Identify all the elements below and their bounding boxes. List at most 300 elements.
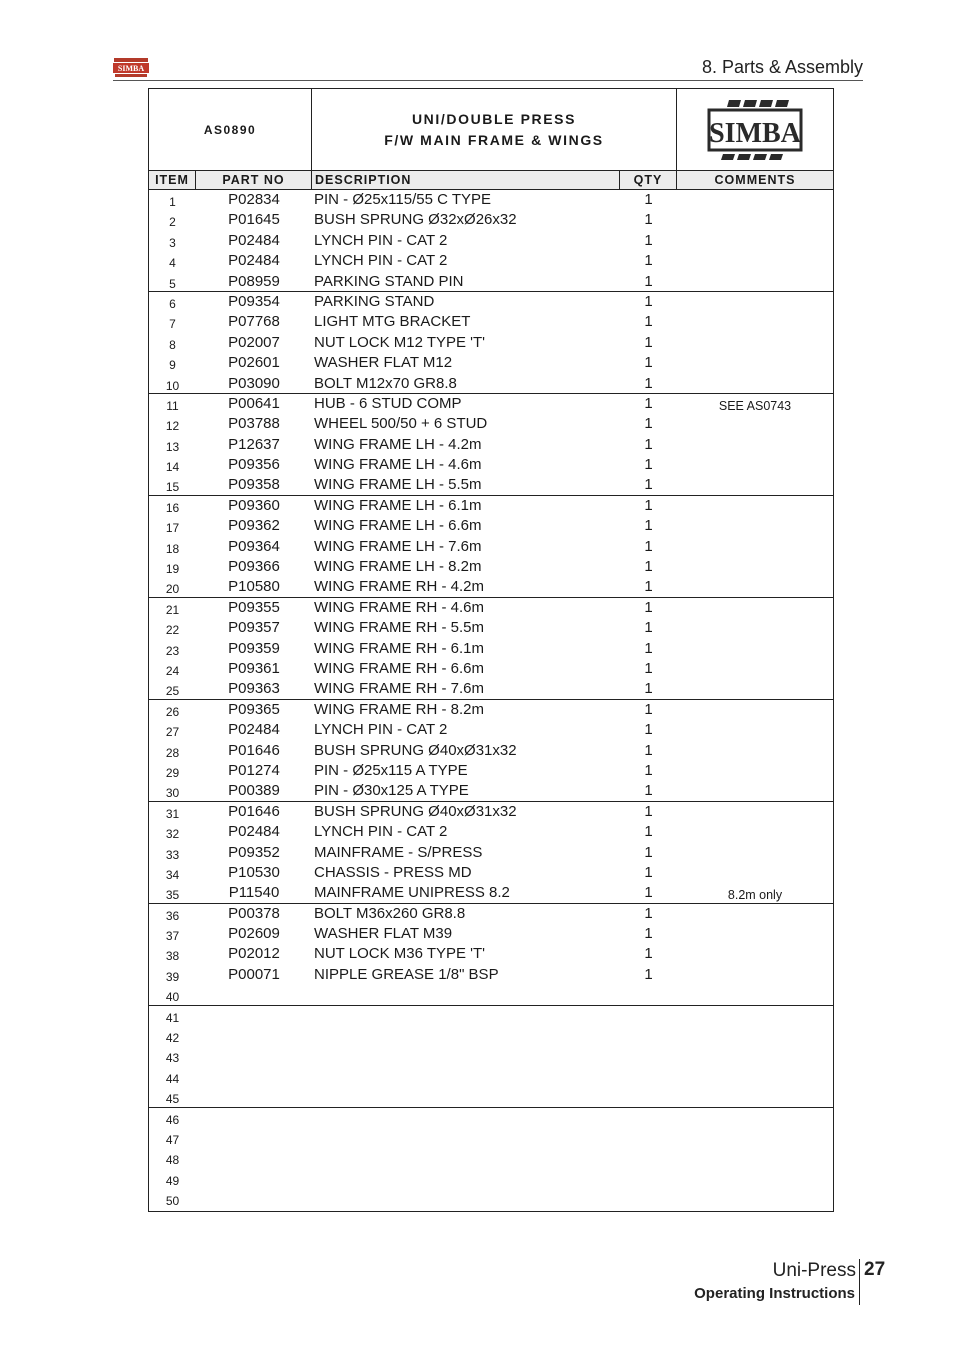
- row-part-no: P09365: [228, 700, 280, 718]
- row-comment: [677, 641, 833, 661]
- row-item: 15: [165, 480, 180, 495]
- footer-subtitle: Operating Instructions: [694, 1285, 855, 1302]
- row-description: [314, 1108, 620, 1128]
- row-part-no: P11540: [228, 884, 280, 902]
- row-comment: [677, 559, 833, 579]
- row-part-no: P01646: [228, 741, 280, 759]
- row-item: 44: [165, 1071, 180, 1086]
- row-part-no: P03090: [228, 374, 280, 392]
- footer-divider: [859, 1259, 860, 1305]
- row-qty: 1: [644, 680, 653, 698]
- table-row: [149, 802, 833, 822]
- row-item: 3: [169, 235, 176, 250]
- row-part-no: [196, 1087, 312, 1107]
- col-desc-header: DESCRIPTION: [312, 171, 620, 190]
- row-part-no: P02609: [228, 925, 280, 943]
- row-qty: 1: [644, 843, 653, 861]
- row-part-no: P09352: [228, 843, 280, 861]
- row-item: 43: [165, 1051, 180, 1066]
- row-item: 7: [169, 317, 176, 332]
- row-description: PIN - Ø25x115 A TYPE: [314, 761, 468, 779]
- table-row: [149, 231, 833, 251]
- row-comment: [677, 1028, 833, 1048]
- row-comment: [677, 1069, 833, 1089]
- row-qty: [620, 1189, 677, 1209]
- table-row: [149, 210, 833, 230]
- row-qty: 1: [644, 435, 653, 453]
- row-part-no: [196, 1046, 312, 1066]
- row-comment: [677, 1008, 833, 1028]
- row-comment: [677, 212, 833, 232]
- table-row: [149, 944, 833, 964]
- row-part-no: P07768: [228, 313, 280, 331]
- assembly-code: AS0890: [149, 89, 312, 171]
- row-item: 19: [165, 562, 180, 577]
- row-part-no: P09362: [228, 517, 280, 535]
- row-comment: [677, 253, 833, 273]
- parts-sheet: [148, 88, 834, 1212]
- row-comment: [677, 274, 833, 294]
- table-row: [149, 843, 833, 863]
- row-description: WING FRAME RH - 6.6m: [314, 659, 485, 677]
- row-qty: 1: [644, 456, 653, 474]
- row-description: [314, 1046, 620, 1066]
- table-row: [149, 496, 833, 516]
- row-item: 31: [165, 806, 180, 821]
- table-row: [149, 781, 833, 801]
- table-row: [149, 761, 833, 781]
- row-description: WING FRAME LH - 6.1m: [314, 496, 482, 514]
- row-comment: [677, 1150, 833, 1170]
- row-description: [314, 1087, 620, 1107]
- row-description: WASHER FLAT M12: [314, 354, 453, 372]
- row-comment: [677, 967, 833, 987]
- row-item: 13: [165, 439, 180, 454]
- row-description: LYNCH PIN - CAT 2: [314, 823, 448, 841]
- row-qty: 1: [644, 904, 653, 922]
- row-part-no: [196, 1026, 312, 1046]
- row-description: WING FRAME LH - 7.6m: [314, 537, 482, 555]
- row-item: 17: [165, 521, 180, 536]
- row-comment: [677, 824, 833, 844]
- row-part-no: P01646: [228, 802, 280, 820]
- row-part-no: [196, 1148, 312, 1168]
- row-comment: [677, 702, 833, 722]
- row-comment: [677, 906, 833, 926]
- table-row: [149, 1128, 833, 1148]
- row-qty: [620, 1169, 677, 1189]
- row-comment: SEE AS0743: [718, 398, 792, 413]
- row-item: 20: [165, 582, 180, 597]
- row-comment: 8.2m only: [727, 888, 783, 903]
- assembly-title: [312, 89, 677, 171]
- table-row: [149, 333, 833, 353]
- table-row: [149, 1148, 833, 1168]
- row-description: NUT LOCK M36 TYPE 'T': [314, 945, 486, 963]
- row-comment: [677, 1171, 833, 1191]
- assembly-title-line1: UNI/DOUBLE PRESS: [411, 111, 577, 127]
- table-row: [149, 251, 833, 271]
- row-item: 9: [169, 358, 176, 373]
- row-qty: 1: [644, 639, 653, 657]
- table-row: [149, 639, 833, 659]
- row-item: 46: [165, 1112, 180, 1127]
- row-qty: [620, 1067, 677, 1087]
- row-qty: 1: [644, 823, 653, 841]
- parts-list: [149, 190, 833, 1210]
- row-part-no: P10530: [228, 863, 280, 881]
- row-description: WING FRAME RH - 8.2m: [314, 700, 485, 718]
- row-part-no: [196, 1108, 312, 1128]
- table-row: [149, 1169, 833, 1189]
- table-row: [149, 312, 833, 332]
- row-part-no: [196, 1128, 312, 1148]
- table-row: [149, 1067, 833, 1087]
- row-comment: [677, 376, 833, 396]
- row-comment: [677, 498, 833, 518]
- row-comment: [677, 1191, 833, 1211]
- row-comment: [677, 294, 833, 314]
- row-comment: [677, 987, 833, 1007]
- row-part-no: P01645: [228, 211, 280, 229]
- row-description: LYNCH PIN - CAT 2: [314, 252, 448, 270]
- row-qty: 1: [644, 292, 653, 310]
- row-description: WING FRAME RH - 5.5m: [314, 619, 485, 637]
- row-description: LIGHT MTG BRACKET: [314, 313, 471, 331]
- row-item: 48: [165, 1153, 180, 1168]
- row-description: WING FRAME RH - 7.6m: [314, 680, 485, 698]
- row-comment: [677, 457, 833, 477]
- row-item: 34: [165, 867, 180, 882]
- table-row: [149, 904, 833, 924]
- table-row: [149, 272, 833, 292]
- row-qty: 1: [644, 945, 653, 963]
- table-row: [149, 455, 833, 475]
- row-qty: 1: [644, 659, 653, 677]
- row-comment: [677, 335, 833, 355]
- row-qty: 1: [644, 537, 653, 555]
- row-item: 1: [169, 195, 176, 209]
- table-row: [149, 557, 833, 577]
- table-row: [149, 1046, 833, 1066]
- row-comment: [677, 722, 833, 742]
- table-row: [149, 679, 833, 699]
- row-qty: 1: [644, 700, 653, 718]
- row-item: 33: [165, 847, 180, 862]
- row-qty: 1: [644, 496, 653, 514]
- row-item: 14: [165, 460, 180, 475]
- row-comment: [677, 1089, 833, 1109]
- row-qty: 1: [644, 394, 653, 412]
- row-part-no: P09356: [228, 456, 280, 474]
- row-comment: [677, 416, 833, 436]
- row-item: 5: [169, 276, 176, 291]
- row-description: LYNCH PIN - CAT 2: [314, 231, 448, 249]
- row-item: 25: [165, 684, 180, 699]
- row-comment: [677, 600, 833, 620]
- row-qty: 1: [644, 333, 653, 351]
- row-item: 24: [165, 663, 180, 678]
- row-qty: 1: [644, 802, 653, 820]
- row-item: 35: [165, 888, 180, 903]
- row-description: WING FRAME LH - 4.6m: [314, 456, 482, 474]
- table-row: [149, 985, 833, 1005]
- row-description: MAINFRAME - S/PRESS: [314, 843, 483, 861]
- row-item: 26: [165, 704, 180, 719]
- row-comment: [677, 804, 833, 824]
- table-row: [149, 741, 833, 761]
- row-item: 12: [165, 419, 180, 434]
- table-row: [149, 965, 833, 985]
- row-description: PARKING STAND: [314, 292, 435, 310]
- row-item: 22: [165, 623, 180, 638]
- row-part-no: P02484: [228, 252, 280, 270]
- row-item: 11: [166, 398, 179, 413]
- row-comment: [677, 1130, 833, 1150]
- row-qty: [620, 1026, 677, 1046]
- row-description: BOLT M12x70 GR8.8: [314, 374, 457, 392]
- row-item: 50: [165, 1194, 180, 1209]
- row-part-no: P08959: [228, 272, 280, 290]
- row-qty: 1: [644, 517, 653, 535]
- header-divider: [113, 80, 863, 81]
- row-description: [314, 1169, 620, 1189]
- row-part-no: P02484: [228, 231, 280, 249]
- footer-product: Uni-Press: [772, 1260, 856, 1281]
- row-qty: 1: [644, 374, 653, 392]
- row-comment: [677, 845, 833, 865]
- table-row: [149, 720, 833, 740]
- row-item: 27: [165, 725, 180, 740]
- row-comment: [677, 1110, 833, 1130]
- table-row: [149, 659, 833, 679]
- row-part-no: P09366: [228, 558, 280, 576]
- row-comment: [677, 477, 833, 497]
- row-item: 4: [169, 256, 176, 271]
- row-comment: [677, 539, 833, 559]
- row-description: [314, 1189, 620, 1209]
- row-qty: 1: [644, 252, 653, 270]
- row-qty: 1: [644, 925, 653, 943]
- row-part-no: P02484: [228, 721, 280, 739]
- row-description: WING FRAME RH - 4.2m: [314, 578, 485, 596]
- row-comment: [677, 763, 833, 783]
- row-description: WASHER FLAT M39: [314, 925, 453, 943]
- row-item: 6: [169, 296, 176, 311]
- row-comment: [677, 314, 833, 334]
- row-part-no: P09361: [228, 659, 280, 677]
- row-part-no: P01274: [228, 761, 280, 779]
- row-part-no: P00641: [228, 394, 280, 412]
- table-row: [149, 883, 833, 903]
- row-description: NIPPLE GREASE 1/8" BSP: [314, 965, 499, 983]
- row-description: LYNCH PIN - CAT 2: [314, 721, 448, 739]
- table-row: [149, 414, 833, 434]
- row-qty: 1: [644, 761, 653, 779]
- row-part-no: P09360: [228, 496, 280, 514]
- row-description: [314, 1148, 620, 1168]
- row-description: WING FRAME LH - 8.2m: [314, 558, 482, 576]
- row-description: WHEEL 500/50 + 6 STUD: [314, 415, 488, 433]
- col-item-header: ITEM: [149, 171, 196, 190]
- row-item: 10: [165, 378, 180, 393]
- table-row: [149, 863, 833, 883]
- row-part-no: P00378: [228, 904, 280, 922]
- table-row: [149, 598, 833, 618]
- row-comment: [677, 661, 833, 681]
- row-description: WING FRAME RH - 4.6m: [314, 598, 485, 616]
- row-part-no: P09359: [228, 639, 280, 657]
- row-comment: [677, 926, 833, 946]
- table-row: [149, 353, 833, 373]
- col-comments-header: COMMENTS: [714, 173, 796, 187]
- column-headers: [149, 171, 833, 190]
- row-part-no: [196, 1189, 312, 1209]
- row-part-no: P09357: [228, 619, 280, 637]
- row-qty: 1: [644, 721, 653, 739]
- row-item: 45: [165, 1092, 180, 1107]
- row-part-no: P03788: [228, 415, 280, 433]
- row-item: 21: [165, 602, 180, 617]
- row-qty: 1: [644, 863, 653, 881]
- row-description: PIN - Ø25x115/55 C TYPE: [314, 191, 492, 208]
- row-comment: [677, 946, 833, 966]
- table-row: [149, 618, 833, 638]
- row-part-no: P00071: [228, 965, 280, 983]
- table-row: [149, 924, 833, 944]
- table-row: [149, 1189, 833, 1209]
- row-qty: 1: [644, 741, 653, 759]
- row-part-no: P02012: [228, 945, 280, 963]
- row-description: HUB - 6 STUD COMP: [314, 394, 462, 412]
- row-description: BUSH SPRUNG Ø40xØ31x32: [314, 741, 517, 759]
- table-row: [149, 577, 833, 597]
- row-qty: [620, 1128, 677, 1148]
- row-part-no: [196, 985, 312, 1005]
- row-part-no: [196, 1169, 312, 1189]
- row-description: [314, 1026, 620, 1046]
- row-qty: [620, 1148, 677, 1168]
- row-description: PARKING STAND PIN: [314, 272, 464, 290]
- row-item: 29: [165, 765, 180, 780]
- row-item: 16: [165, 500, 180, 515]
- row-qty: 1: [644, 476, 653, 494]
- row-comment: [677, 518, 833, 538]
- row-part-no: [196, 1006, 312, 1026]
- row-comment: [677, 233, 833, 253]
- row-description: NUT LOCK M12 TYPE 'T': [314, 333, 486, 351]
- row-item: 38: [165, 949, 180, 964]
- svg-text:SIMBA: SIMBA: [117, 64, 145, 73]
- table-row: [149, 822, 833, 842]
- row-comment: [677, 1048, 833, 1068]
- row-item: 32: [165, 827, 180, 842]
- row-description: MAINFRAME UNIPRESS 8.2: [314, 884, 510, 902]
- table-row: [149, 435, 833, 455]
- title-block: [149, 89, 833, 171]
- row-qty: 1: [644, 782, 653, 800]
- row-part-no: P02834: [228, 191, 280, 208]
- row-qty: 1: [644, 231, 653, 249]
- header-simba-logo: [113, 58, 149, 78]
- row-item: 23: [165, 643, 180, 658]
- row-qty: [620, 1108, 677, 1128]
- table-row: [149, 374, 833, 394]
- row-description: BUSH SPRUNG Ø40xØ31x32: [314, 802, 517, 820]
- row-qty: [620, 985, 677, 1005]
- row-comment: [677, 743, 833, 763]
- row-item: 30: [165, 786, 180, 801]
- row-item: 28: [165, 745, 180, 760]
- table-row: [149, 516, 833, 536]
- row-qty: 1: [644, 313, 653, 331]
- row-description: WING FRAME LH - 5.5m: [314, 476, 482, 494]
- row-comment: [677, 620, 833, 640]
- row-qty: 1: [644, 415, 653, 433]
- row-qty: 1: [644, 558, 653, 576]
- row-part-no: P09358: [228, 476, 280, 494]
- col-qty-header: QTY: [620, 171, 677, 190]
- row-description: [314, 1128, 620, 1148]
- row-description: CHASSIS - PRESS MD: [314, 863, 472, 881]
- row-description: BOLT M36x260 GR8.8: [314, 904, 466, 922]
- row-item: 42: [165, 1031, 180, 1046]
- row-qty: [620, 1046, 677, 1066]
- row-qty: 1: [644, 191, 653, 208]
- row-part-no: P00389: [228, 782, 280, 800]
- row-description: [314, 1006, 620, 1026]
- row-qty: [620, 1006, 677, 1026]
- row-qty: 1: [644, 578, 653, 596]
- row-part-no: P09355: [228, 598, 280, 616]
- row-description: [314, 985, 620, 1005]
- row-qty: 1: [644, 884, 653, 902]
- row-part-no: P02601: [228, 354, 280, 372]
- row-description: PIN - Ø30x125 A TYPE: [314, 782, 469, 800]
- row-comment: [677, 865, 833, 885]
- row-qty: 1: [644, 272, 653, 290]
- table-row: [149, 1108, 833, 1128]
- simba-logo: [677, 89, 833, 171]
- row-item: 39: [165, 969, 180, 984]
- row-item: 40: [165, 990, 180, 1005]
- row-item: 2: [169, 215, 176, 230]
- row-item: 49: [165, 1173, 180, 1188]
- row-description: WING FRAME LH - 6.6m: [314, 517, 482, 535]
- table-row: [149, 1026, 833, 1046]
- row-description: [314, 1067, 620, 1087]
- row-comment: [677, 783, 833, 803]
- row-item: 41: [165, 1010, 180, 1025]
- row-item: 18: [165, 541, 180, 556]
- table-row: [149, 537, 833, 557]
- row-qty: 1: [644, 598, 653, 616]
- row-part-no: P09364: [228, 537, 280, 555]
- table-row: [149, 1087, 833, 1107]
- row-part-no: [196, 1067, 312, 1087]
- table-row: [149, 394, 833, 414]
- row-description: WING FRAME RH - 6.1m: [314, 639, 485, 657]
- row-part-no: P09354: [228, 292, 280, 310]
- section-title: 8. Parts & Assembly: [701, 57, 863, 77]
- row-part-no: P12637: [228, 435, 280, 453]
- assembly-title-line2: F/W MAIN FRAME & WINGS: [384, 132, 604, 148]
- row-item: 8: [169, 337, 176, 352]
- row-item: 37: [165, 929, 180, 944]
- row-qty: 1: [644, 965, 653, 983]
- row-qty: 1: [644, 211, 653, 229]
- row-item: 47: [165, 1132, 180, 1147]
